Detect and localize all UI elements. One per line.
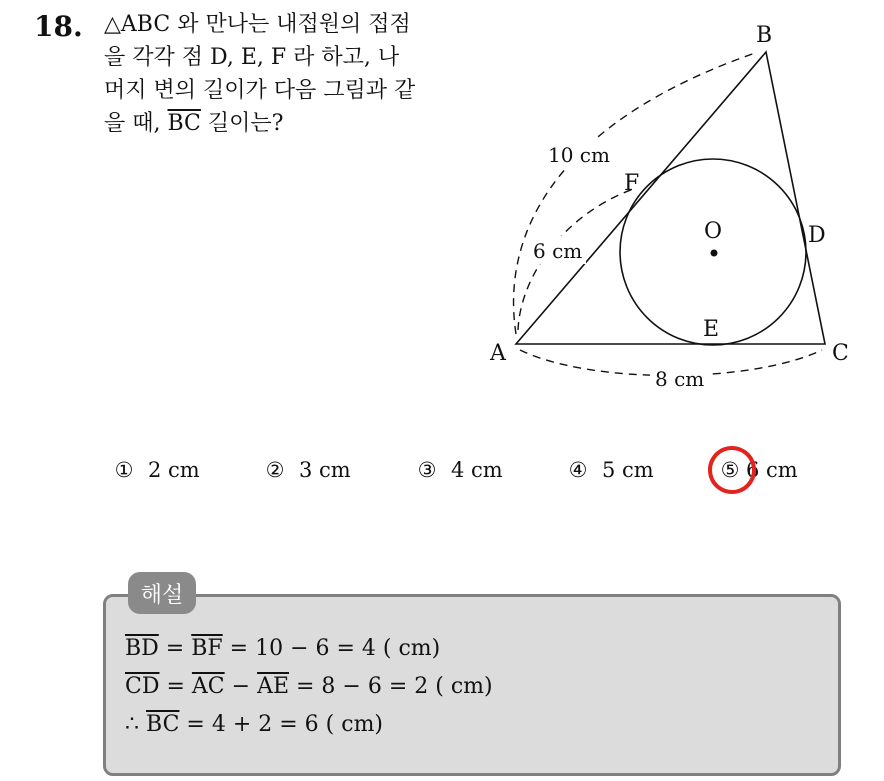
dimension-label-ac: 8 cm [655,367,705,391]
solution-body [125,630,493,744]
segment-ac: $\overline{AC}$ [191,674,225,699]
center-point-o [711,250,718,257]
dimension-label-ab: 10 cm [548,143,610,167]
choice-4[interactable] [564,458,654,482]
solution-line-1-rest: = 10 − 6 = 4 ( cm) [222,636,441,661]
choice-5-mark: ⑤ [720,458,740,482]
solution-line-1: $\overline{BD} = \overline{BF} = 10 - 6 = 4$ ( cm) [125,636,441,661]
segment-cd: $\overline{CD}$ [125,674,160,699]
label-b: B [756,23,773,48]
solution-line-2: $\overline{CD} = \overline{AC} - \overline{AE} = 8 - 6 = 2$ ( cm) [125,674,493,699]
choice-4-mark: ④ [568,458,588,482]
question-line-1: △ABC 와 만나는 내접원의 접점 [104,12,411,37]
choice-3[interactable] [413,458,503,482]
solution-line-2-rest: = 8 − 6 = 2 ( cm) [289,674,493,699]
choice-2-mark: ② [265,458,285,482]
question-line-3: 머지 변의 길이가 다음 그림과 같 [104,78,416,103]
question-line-4-suffix: 길이는? [200,111,284,136]
label-e: E [703,317,720,342]
choice-1[interactable] [110,458,200,482]
label-d: D [808,223,826,248]
label-c: C [832,341,849,366]
segment-bf: $\overline{BF}$ [191,636,223,661]
choice-5-value: 6 cm [746,458,798,482]
choice-1-mark: ① [114,458,134,482]
segment-bc-result: $\overline{BC}$ [146,712,180,737]
triangle-abc [516,52,825,344]
label-a: A [490,341,506,366]
label-o: O [704,219,723,244]
question-number: 18. [34,10,83,43]
question-line-2: 을 각각 점 D, E, F 라 하고, 나 [104,45,400,70]
therefore-symbol: ∴ [125,712,146,737]
choice-1-value: 2 cm [148,458,200,482]
dimension-label-af: 6 cm [533,239,583,263]
solution-line-3-rest: = 4 + 2 = 6 ( cm) [179,712,384,737]
choice-3-value: 4 cm [451,458,503,482]
choice-3-mark: ③ [417,458,437,482]
choice-4-value: 5 cm [602,458,654,482]
solution-line-3 [125,706,493,744]
segment-bc: $\overline{BC}$ [167,111,201,136]
question-line-4-prefix: 을 때, [104,111,168,136]
solution-tag: 해설 [128,572,196,614]
segment-ae: $\overline{AE}$ [257,674,290,699]
choice-2-value: 3 cm [299,458,351,482]
segment-bd: $\overline{BD}$ [125,636,159,661]
label-f: F [624,171,640,196]
choice-2[interactable] [261,458,351,482]
